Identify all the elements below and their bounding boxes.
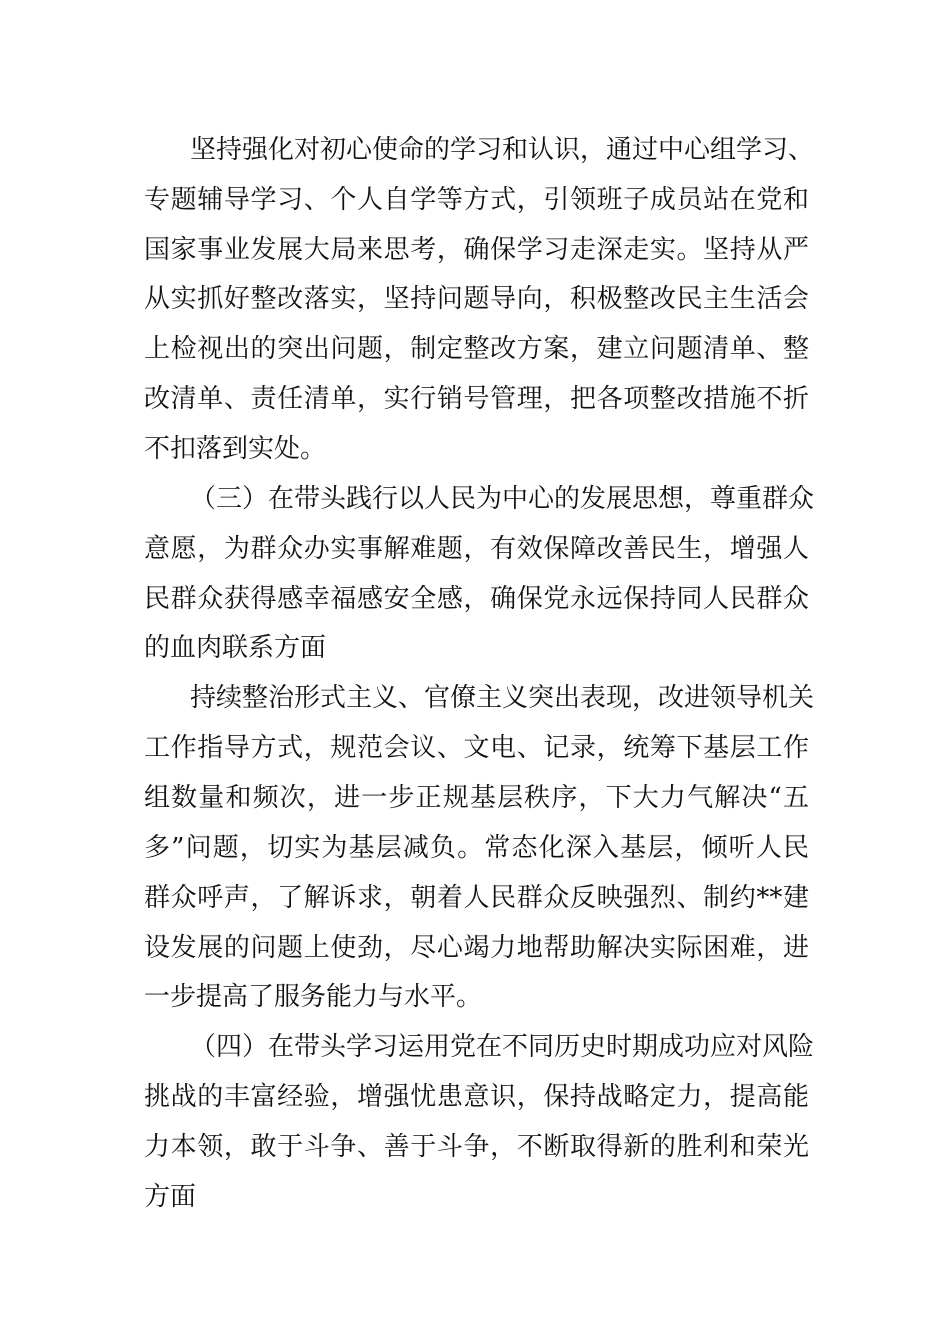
paragraph-3-line-4: 多”问题，切实为基层减负。常态化深入基层，倾听人民 [144, 833, 809, 863]
paragraph-4-line-4: 方面 [144, 1182, 197, 1212]
paragraph-4-line-3: 力本领，敢于斗争、善于斗争，不断取得新的胜利和荣光 [144, 1132, 809, 1162]
paragraph-1-line-5: 上检视出的突出问题，制定整改方案，建立问题清单、整 [144, 334, 809, 364]
paragraph-1-line-7: 不扣落到实处。 [144, 434, 327, 464]
paragraph-4-line-1: （四）在带头学习运用党在不同历史时期成功应对风险 [190, 1032, 815, 1062]
paragraph-2-line-1: （三）在带头践行以人民为中心的发展思想，尊重群众 [190, 484, 815, 514]
paragraph-3-line-3: 组数量和频次，进一步正规基层秩序，下大力气解决“五 [144, 783, 809, 813]
paragraph-3-line-5: 群众呼声，了解诉求，朝着人民群众反映强烈、制约**建 [144, 883, 809, 913]
paragraph-1-line-2: 专题辅导学习、个人自学等方式，引领班子成员站在党和 [144, 185, 809, 215]
paragraph-3-line-1: 持续整治形式主义、官僚主义突出表现，改进领导机关 [190, 683, 815, 713]
paragraph-1-line-1: 坚持强化对初心使命的学习和认识，通过中心组学习、 [190, 135, 815, 165]
paragraph-3-line-7: 一步提高了服务能力与水平。 [144, 982, 483, 1012]
paragraph-1-line-4: 从实抓好整改落实，坚持问题导向，积极整改民主生活会 [144, 284, 809, 314]
paragraph-2-line-2: 意愿，为群众办实事解难题，有效保障改善民生，增强人 [144, 534, 809, 564]
paragraph-4-line-2: 挑战的丰富经验，增强忧患意识，保持战略定力，提高能 [144, 1082, 809, 1112]
paragraph-2-line-3: 民群众获得感幸福感安全感，确保党永远保持同人民群众 [144, 584, 809, 614]
paragraph-3-line-6: 设发展的问题上使劲，尽心竭力地帮助解决实际困难，进 [144, 933, 809, 963]
paragraph-1-line-3: 国家事业发展大局来思考，确保学习走深走实。坚持从严 [144, 235, 809, 265]
paragraph-1-line-6: 改清单、责任清单，实行销号管理，把各项整改措施不折 [144, 384, 809, 414]
paragraph-2-line-4: 的血肉联系方面 [144, 633, 327, 663]
paragraph-3-line-2: 工作指导方式，规范会议、文电、记录，统筹下基层工作 [144, 733, 809, 763]
